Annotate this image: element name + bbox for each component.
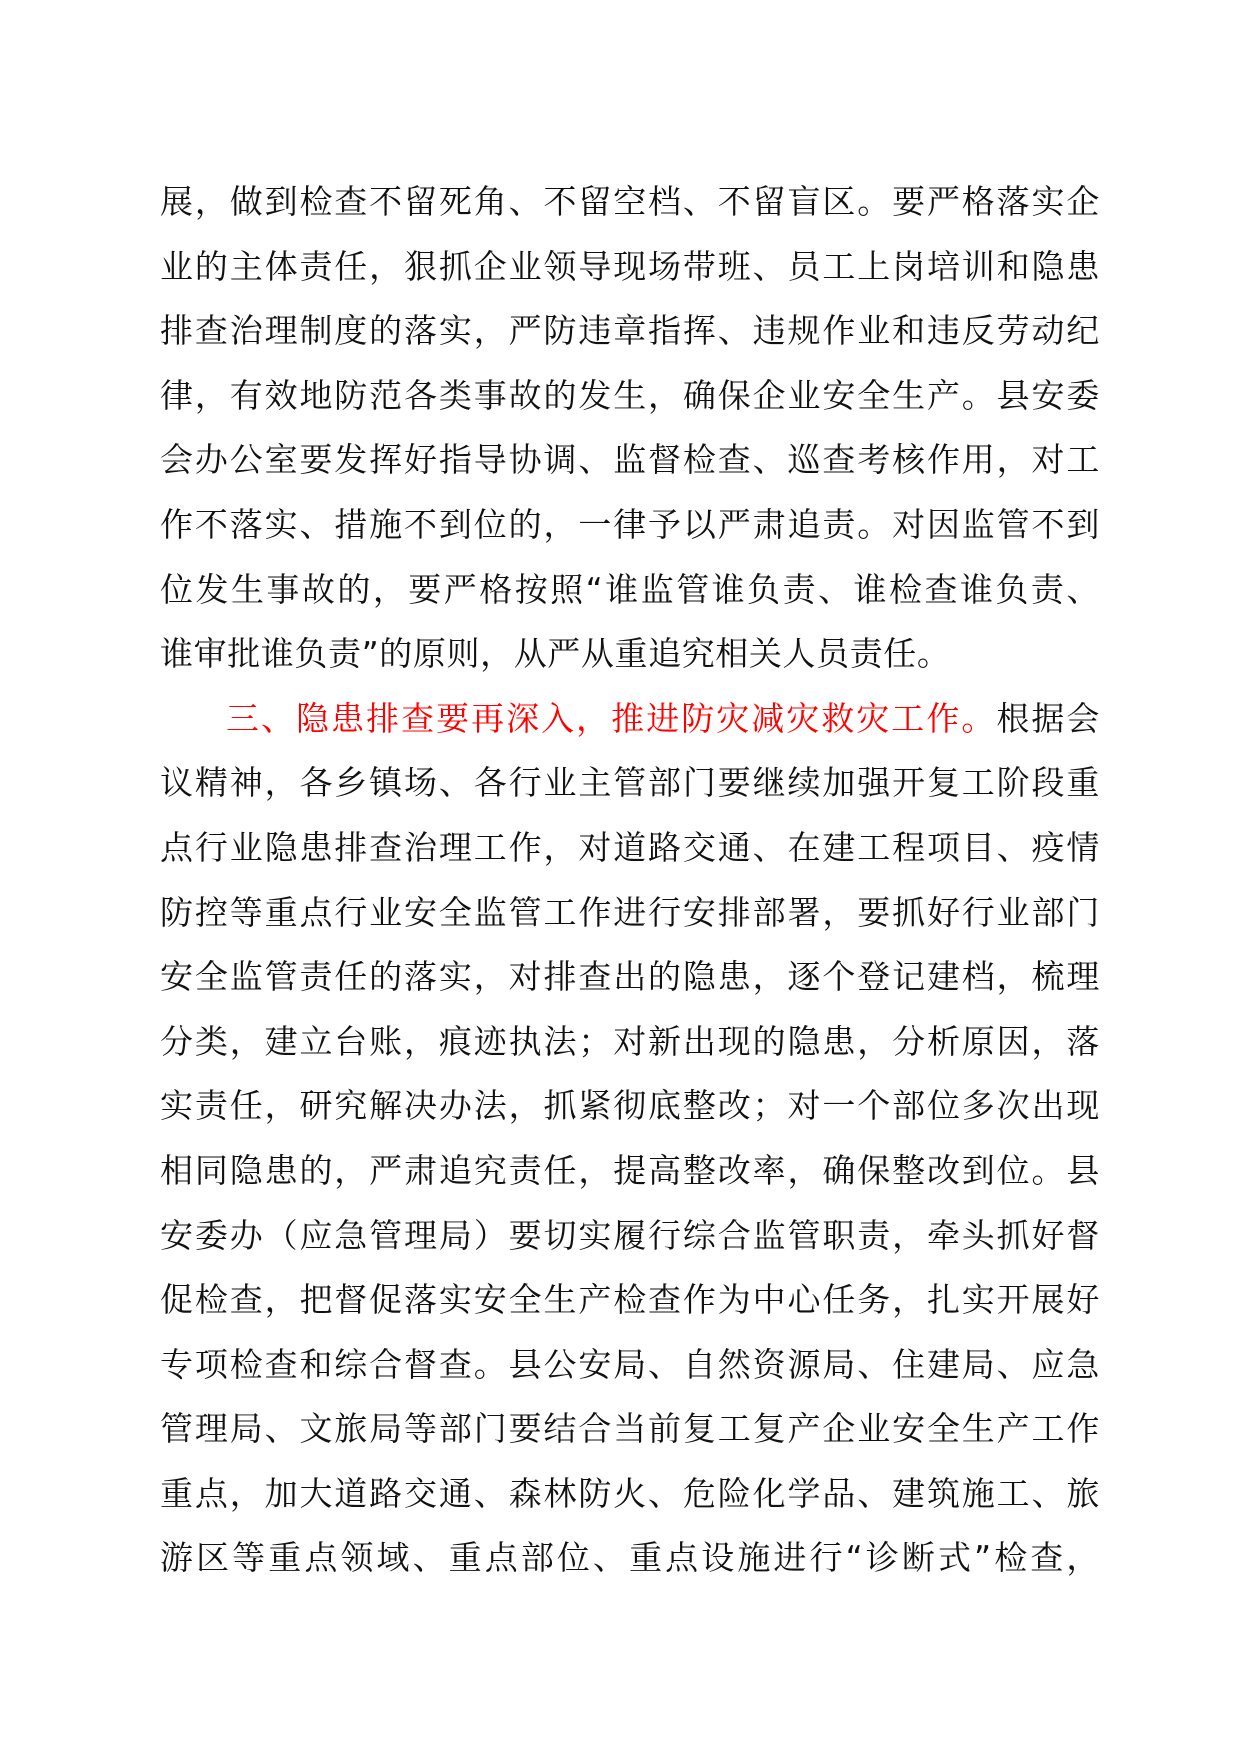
- paragraph-line: 位发生事故的，要严格按照“谁监管谁负责、谁检查谁负责、: [160, 569, 1100, 609]
- section-line: 分类，建立台账，痕迹执法；对新出现的隐患，分析原因，落: [160, 1021, 1100, 1061]
- paragraph-line: 排查治理制度的落实，严防违章指挥、违规作业和违反劳动纪: [160, 311, 1100, 351]
- section-line: 重点，加大道路交通、森林防火、危险化学品、建筑施工、旅: [160, 1473, 1100, 1513]
- paragraph-line: 会办公室要发挥好指导协调、监督检查、巡查考核作用，对工: [160, 440, 1100, 480]
- section-line: 议精神，各乡镇场、各行业主管部门要继续加强开复工阶段重: [160, 763, 1100, 803]
- section-line: 点行业隐患排查治理工作，对道路交通、在建工程项目、疫情: [160, 827, 1100, 867]
- section-line: 防控等重点行业安全监管工作进行安排部署，要抓好行业部门: [160, 892, 1100, 932]
- body-text: [160, 170, 1100, 1591]
- section-line: 安委办（应急管理局）要切实履行综合监管职责，牵头抓好督: [160, 1215, 1100, 1255]
- paragraph-line: 作不落实、措施不到位的，一律予以严肃追责。对因监管不到: [160, 504, 1100, 544]
- section-line: 游区等重点领域、重点部位、重点设施进行“诊断式”检查，: [160, 1538, 1100, 1578]
- section-first-line: [160, 687, 1100, 752]
- section-line: 实责任，研究解决办法，抓紧彻底整改；对一个部位多次出现: [160, 1086, 1100, 1126]
- section-heading: 三、隐患排查要再深入，推进防灾减灾救灾工作。: [226, 698, 997, 738]
- paragraph-line: 业的主体责任，狠抓企业领导现场带班、员工上岗培训和隐患: [160, 246, 1100, 286]
- section-line: 相同隐患的，严肃追究责任，提高整改率，确保整改到位。县: [160, 1150, 1100, 1190]
- paragraph-line: 律，有效地防范各类事故的发生，确保企业安全生产。县安委: [160, 375, 1100, 415]
- section-line: 安全监管责任的落实，对排查出的隐患，逐个登记建档，梳理: [160, 957, 1100, 997]
- paragraph-line: 展，做到检查不留死角、不留空档、不留盲区。要严格落实企: [160, 182, 1100, 221]
- section-line: 管理局、文旅局等部门要结合当前复工复产企业安全生产工作: [160, 1409, 1100, 1449]
- section-line: 专项检查和综合督查。县公安局、自然资源局、住建局、应急: [160, 1344, 1100, 1384]
- section-line: 促检查，把督促落实安全生产检查作为中心任务，扎实开展好: [160, 1280, 1100, 1320]
- paragraph-line: 谁审批谁负责”的原则，从严从重追究相关人员责任。: [160, 634, 951, 674]
- section-first-line-rest: 根据会: [996, 698, 1100, 738]
